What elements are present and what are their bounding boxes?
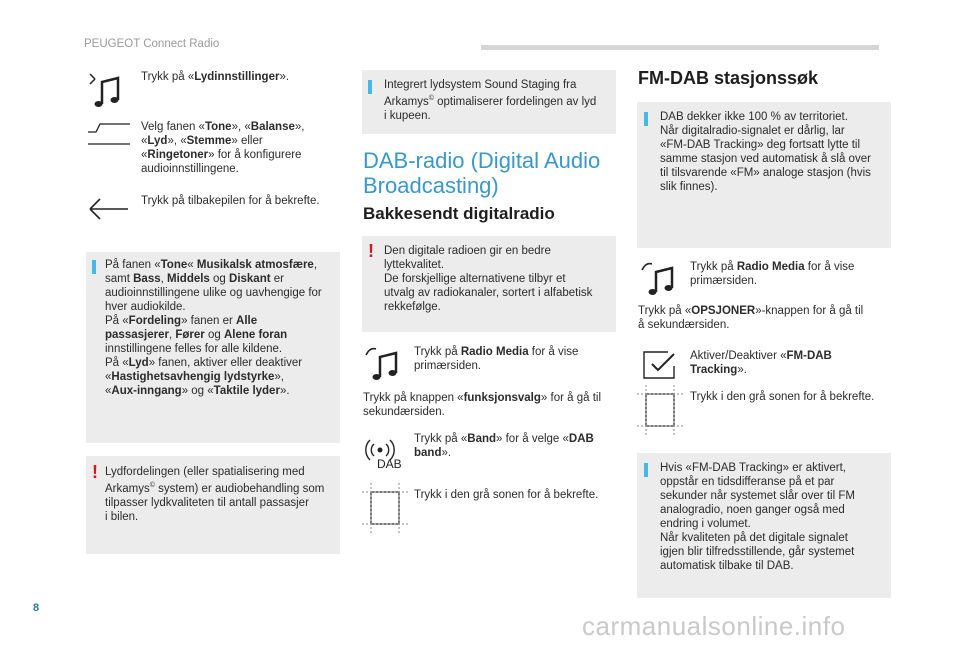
middle-step1-text: Trykk på Radio Media for å vise primærsiden. [414,346,579,372]
gray-zone-icon [637,385,683,435]
info-icon [644,463,648,477]
checkbox-icon [640,348,682,382]
warning-icon: ! [368,241,374,261]
right-step3-text: Trykk i den grå sonen for å bekrefte. [690,391,875,403]
radio-media-icon [640,260,682,296]
info-icon [368,80,372,94]
tab-icon [86,122,132,148]
fm-dab-heading: FM-DAB stasjonssøk [638,68,819,88]
right-info1-text: DAB dekker ikke 100 % av territoriet. Når digitalradio-signalet er dårlig, lar «FM-DAB Tracking» deg fortsatt lytte til samme stasjon ved automatisk å slå over til tilsvarende «FM» analoge stasjon (hvis slik finnes). [660,111,871,193]
left-step2-text: Velg fanen «Tone», «Balanse», «Lyd», «Stemme» eller «Ringetoner» for å konfigurere audioinnstillingene. [141,121,305,175]
right-para-text: Trykk på «OPSJONER»-knappen for å gå til å sekundærsiden. [638,305,864,331]
left-warning-text: Lydfordelingen (eller spatialisering med Arkamys© system) er audiobehandling som tilpasser lydkvaliteten til antall passasjer i bilen. [105,466,325,523]
middle-para-text: Trykk på knappen «funksjonsvalg» for å gå til sekundærsiden. [363,392,601,418]
right-info2-text: Hvis «FM-DAB Tracking» er aktivert, oppstår en tidsdifferanse på et par sekunder når systemet slår over til FM analogradio, noen ganger også med endring i volumet. Når kvaliteten på det digitale signalet igjen blir tilfredsstillende, går systemet automatisk tilbake til DAB. [660,462,855,572]
header-title: PEUGEOT Connect Radio [84,38,220,50]
right-step2-text: Aktiver/Deaktiver «FM-DAB Tracking». [690,350,832,376]
middle-info-text: Integrert lydsystem Sound Staging fra Arkamys© optimaliserer fordelingen av lyd i kupeen. [384,79,597,122]
dab-icon-label: DAB [377,457,402,470]
terrestrial-radio-heading: Bakkesendt digitalradio [363,204,555,223]
middle-step2-text: Trykk på «Band» for å velge «DAB band». [414,433,594,459]
right-step1-text: Trykk på Radio Media for å vise primærsiden. [690,261,855,287]
dab-section-heading: DAB-radio (Digital Audio Broadcasting) [363,148,601,198]
left-step1-text: Trykk på «Lydinnstillinger». [141,71,290,83]
info-icon [644,112,648,126]
radio-media-icon [364,345,406,381]
left-info-text: På fanen «Tone« Musikalsk atmosfære, samt Bass, Middels og Diskant er audioinnstillingene ulike og uavhengige for hver audiokilde. På «Fordeling» fanen er Alle passasjerer, Fører og Alene foran innstillingene felles for alle kildene. På «Lyd» fanen, aktiver eller deaktiver «Hastighetsavhengig lydstyrke», «Aux-inngang» og «Taktile lyder». [105,259,322,397]
middle-warning-text: Den digitale radioen gir en bedre lyttekvalitet. De forskjellige alternativene tilbyr et utvalg av radiokanaler, sortert i alfabetisk rekkefølge. [384,245,593,313]
warning-icon: ! [92,462,98,482]
dab-band-icon [364,432,408,470]
gray-zone-icon [362,483,408,533]
left-step3-text: Trykk på tilbakepilen for å bekrefte. [141,195,320,207]
music-note-icon [86,70,128,112]
info-icon [92,260,96,274]
back-arrow-icon [86,195,130,223]
middle-step3-text: Trykk i den grå sonen for å bekrefte. [414,489,599,501]
page-number: 8 [33,602,40,614]
watermark: carmanualsonline.info [582,611,846,641]
header-divider [481,45,879,50]
